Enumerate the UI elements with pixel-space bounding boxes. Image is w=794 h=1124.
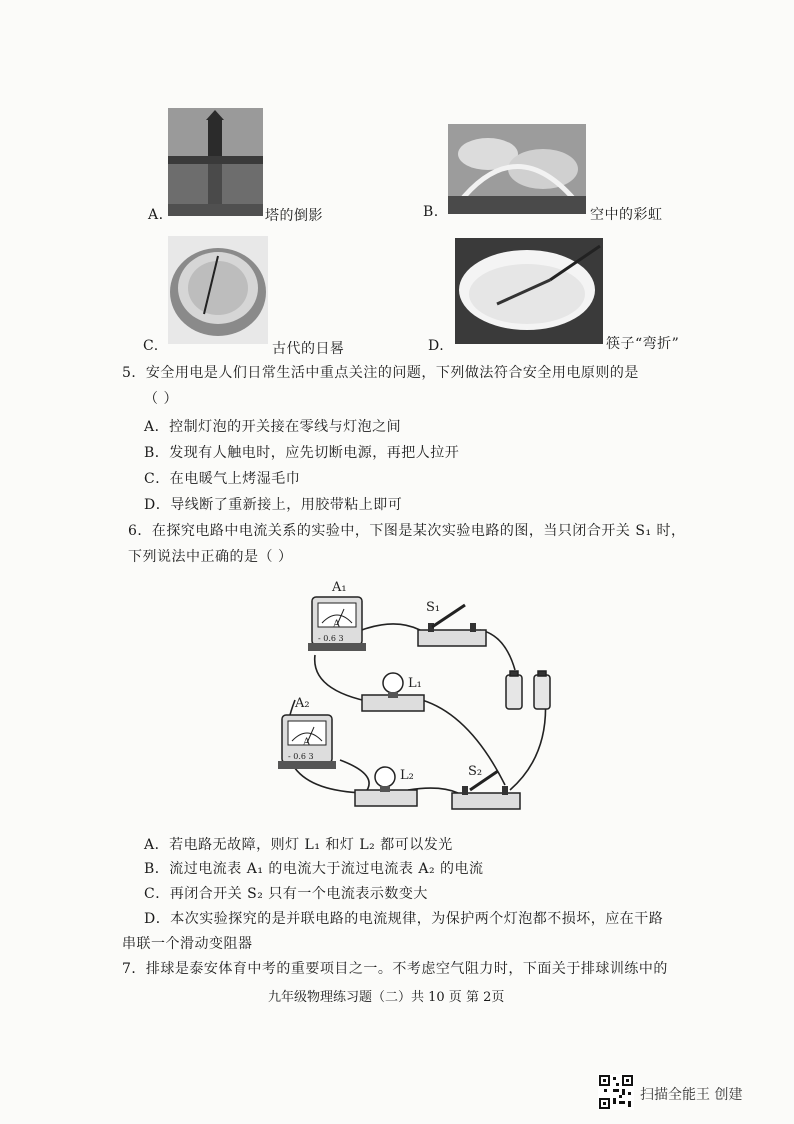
label-a2: A₂	[295, 696, 310, 711]
q5-answer-paren: （ ）	[144, 391, 178, 407]
chopstick-bowl-photo	[455, 238, 603, 344]
option-a-caption: 塔的倒影	[265, 208, 323, 224]
q6-stem-line1: 6．在探究电路中电流关系的实验中，下图是某次实验电路的图，当只闭合开关 S₁ 时，	[128, 523, 686, 539]
q6-option-a: A．若电路无故障，则灯 L₁ 和灯 L₂ 都可以发光	[144, 837, 453, 853]
option-a-letter: A.	[148, 207, 164, 223]
page-footer: 九年级物理练习题（二）共 10 页 第 2页	[268, 990, 505, 1005]
option-b-caption: 空中的彩虹	[590, 207, 663, 223]
scanner-watermark: 扫描全能王 创建	[640, 1087, 743, 1103]
circuit-diagram	[240, 575, 570, 820]
label-l2: L₂	[400, 768, 414, 783]
label-a1: A₁	[332, 580, 347, 595]
option-d-letter: D.	[428, 338, 445, 354]
q5-option-a: A．控制灯泡的开关接在零线与灯泡之间	[144, 419, 402, 435]
label-l1: L₁	[408, 676, 422, 691]
option-b-letter: B.	[423, 204, 439, 220]
q6-option-d-continued: 串联一个滑动变阻器	[122, 936, 253, 952]
label-s1: S₁	[426, 600, 441, 615]
q6-option-d: D．本次实验探究的是并联电路的电流规律，为保护两个灯泡都不损坏，应在干路	[144, 911, 664, 927]
qr-code-icon	[598, 1074, 634, 1110]
option-c-letter: C.	[143, 338, 159, 354]
q6-stem-line2: 下列说法中正确的是（ ）	[128, 549, 293, 565]
meter-a2-scale: - 0.6 3	[288, 752, 314, 761]
q5-option-d: D．导线断了重新接上，用胶带粘上即可	[144, 497, 403, 513]
sundial-photo	[168, 236, 268, 344]
meter-a1-scale: - 0.6 3	[318, 634, 344, 643]
q5-option-c: C．在电暖气上烤湿毛巾	[144, 471, 301, 487]
rainbow-sky-photo	[448, 124, 586, 214]
meter-a1-unit: A	[333, 619, 341, 630]
q5-option-b: B．发现有人触电时，应先切断电源，再把人拉开	[144, 445, 460, 461]
label-s2: S₂	[468, 764, 483, 779]
q6-option-c: C．再闭合开关 S₂ 只有一个电流表示数变大	[144, 886, 428, 902]
battery	[506, 671, 550, 709]
switch-s2	[452, 771, 520, 809]
q7-stem: 7．排球是泰安体育中考的重要项目之一。不考虑空气阻力时，下面关于排球训练中的	[122, 961, 668, 977]
option-c-caption: 古代的日晷	[272, 341, 345, 357]
meter-a2-unit: A	[303, 737, 311, 748]
tower-reflection-photo	[168, 108, 263, 216]
q5-stem: 5．安全用电是人们日常生活中重点关注的问题，下列做法符合安全用电原则的是	[122, 365, 639, 381]
option-d-caption: 筷子“弯折”	[606, 336, 680, 352]
q6-option-b: B．流过电流表 A₁ 的电流大于流过电流表 A₂ 的电流	[144, 861, 484, 877]
